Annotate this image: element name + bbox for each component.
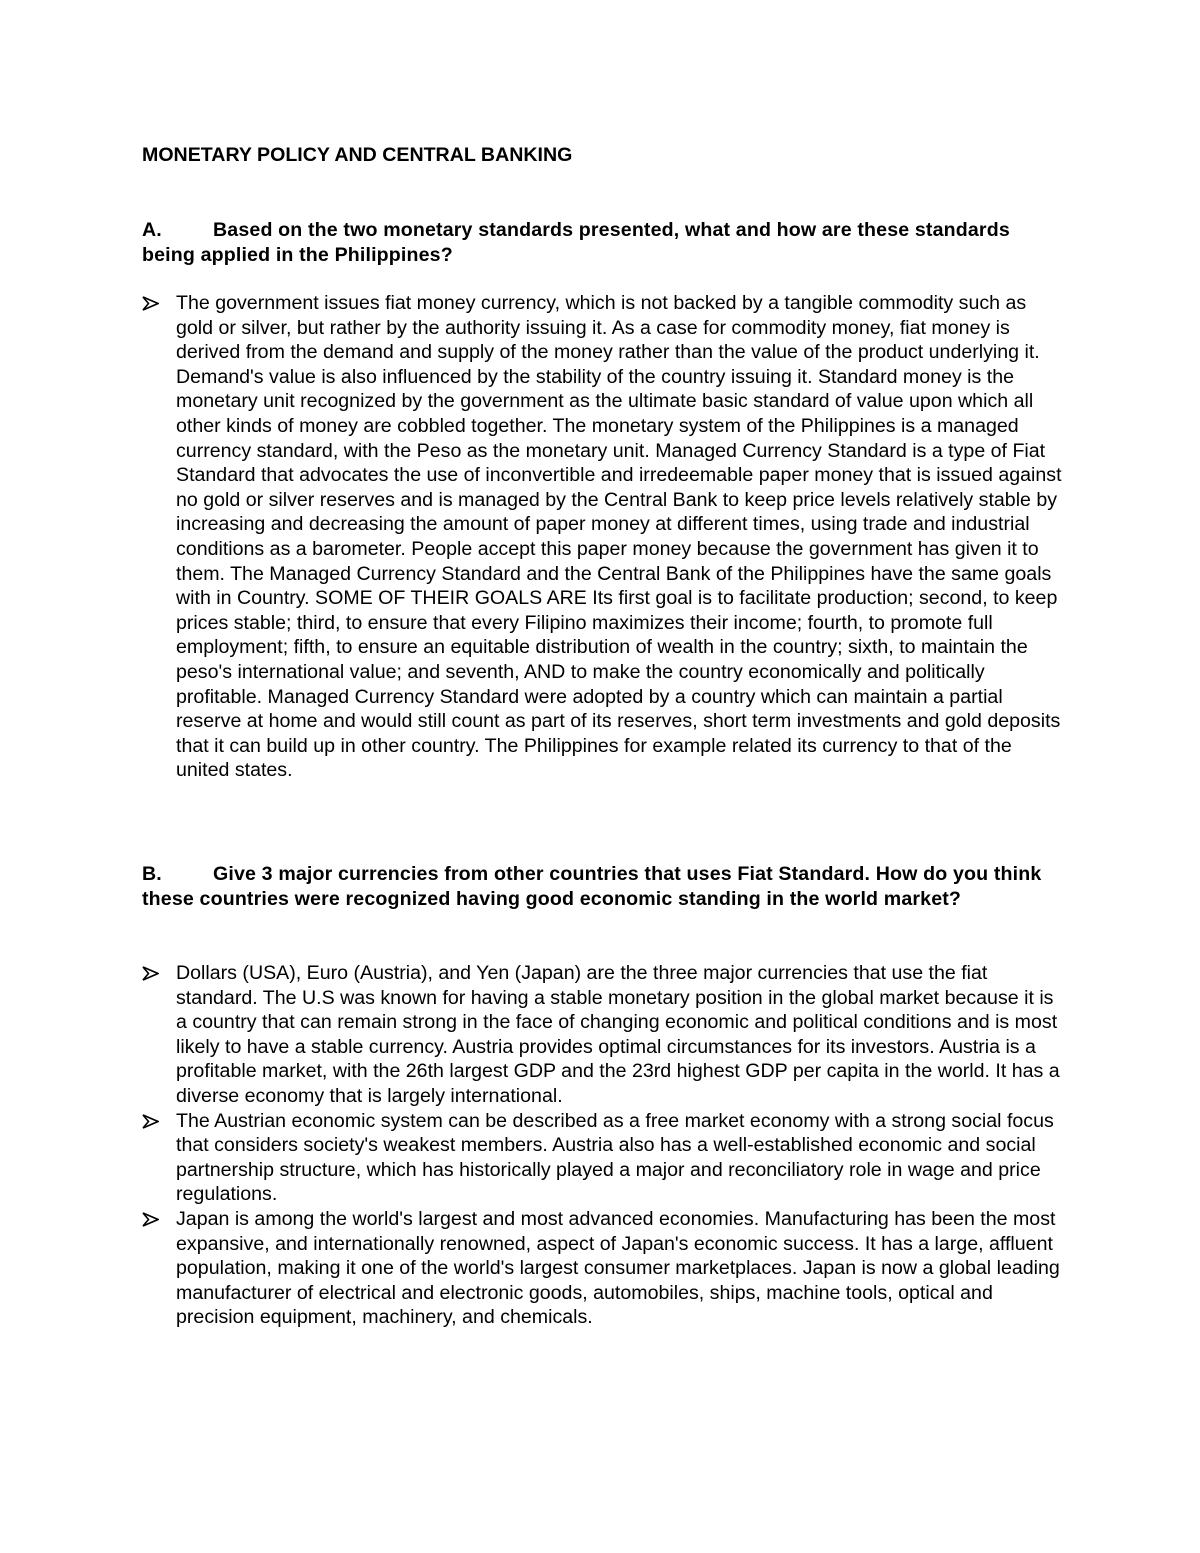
document-title: MONETARY POLICY AND CENTRAL BANKING [142,144,573,166]
list-item [142,291,1067,783]
answer-list-b [142,961,1067,1330]
answer-b-2-text: The Austrian economic system can be described as a free market economy with a strong social focus that considers society's weakest members. Austria also has a well-established economic and social partnership structure, which has historically played a major and reconciliatory role in wage and price regulations. [176,1109,1054,1206]
arrowhead-bullet-icon [142,291,162,316]
question-a-text: Based on the two monetary standards presented, what and how are these standards being applied in the Philippines? [142,219,1010,266]
answer-a-1-text: The government issues fiat money currency, which is not backed by a tangible commodity such as gold or silver, but rather by the authority issuing it. As a case for commodity money, fiat money is derived from the demand and supply of the money rather than the value of the product underlying it. Demand's value is also influenced by the stability of the country issuing it. Standard money is the monetary unit recognized by the government as the ultimate basic standard of value upon which all other kinds of money are cobbled together. The monetary system of the Philippines is a managed currency standard, with the Peso as the monetary unit. Managed Currency Standard is a type of Fiat Standard that advocates the use of inconvertible and irredeemable paper money that is issued against no gold or silver reserves and is managed by the Central Bank to keep price levels relatively stable by increasing and decreasing the amount of paper money at different times, using trade and industrial conditions as a barometer. People accept this paper money because the government has given it to them. The Managed Currency Standard and the Central Bank of the Philippines have the same goals with in Country. SOME OF THEIR GOALS ARE Its first goal is to facilitate production; second, to keep prices stable; third, to ensure that every Filipino maximizes their income; fourth, to promote full employment; fifth, to ensure an equitable distribution of wealth in the country; sixth, to maintain the peso's international value; and seventh, AND to make the country economically and politically profitable. Managed Currency Standard were adopted by a country which can maintain a partial reserve at home and would still count as part of its reserves, short term investments and gold deposits that it can build up in other country. The Philippines for example related its currency to that of the united states. [176,292,1062,782]
answer-b-1-text: Dollars (USA), Euro (Austria), and Yen (Japan) are the three major currencies that use the fiat standard. The U.S was known for having a stable monetary position in the global market because it is a country that can remain strong in the face of changing economic and political conditions and is most likely to have a stable currency. Austria provides optimal circumstances for its investors. Austria is a profitable market, with the 26th largest GDP and the 23rd highest GDP per capita in the world. It has a diverse economy that is largely international. [176,962,1060,1107]
arrowhead-bullet-icon [142,961,162,986]
question-b [142,862,1062,911]
arrowhead-bullet-icon [142,1109,162,1134]
list-item [142,1109,1067,1207]
answer-b-3-text: Japan is among the world's largest and most advanced economies. Manufacturing has been the most expansive, and internationally renowned, aspect of Japan's economic success. It has a large, affluent population, making it one of the world's largest consumer marketplaces. Japan is now a global leading manufacturer of electrical and electronic goods, automobiles, ships, machine tools, optical and precision equipment, machinery, and chemicals. [176,1207,1060,1329]
list-item [142,961,1067,1109]
arrowhead-bullet-icon [142,1207,162,1232]
question-b-letter: B. [142,863,162,885]
question-a [142,218,1062,267]
question-b-text: Give 3 major currencies from other countries that uses Fiat Standard. How do you think these countries were recognized having good economic standing in the world market? [142,863,1042,910]
answer-list-a [142,291,1067,783]
question-a-letter: A. [142,219,162,241]
list-item [142,1207,1067,1330]
